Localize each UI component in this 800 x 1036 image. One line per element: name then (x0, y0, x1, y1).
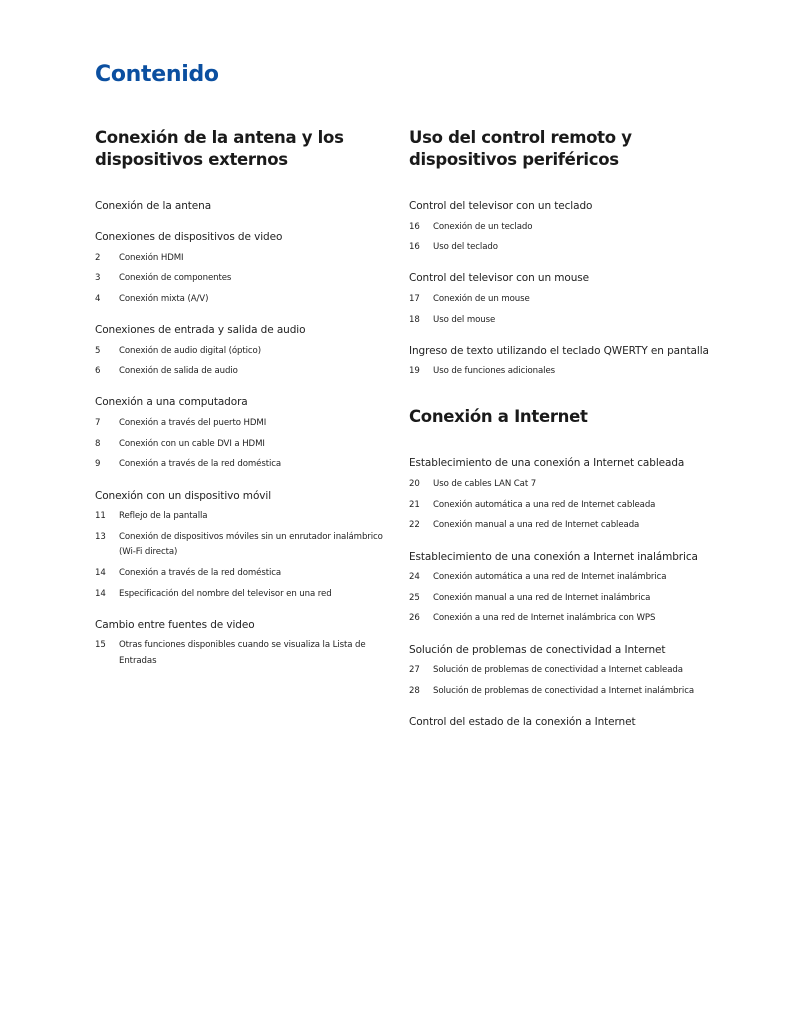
section-link[interactable]: Solución de problemas de conectividad a Internet (409, 643, 666, 656)
entry-title: Conexión a través de la red doméstica (119, 459, 282, 470)
section-link[interactable]: Control del estado de la conexión a Internet (409, 715, 636, 728)
section-link[interactable]: Establecimiento de una conexión a Internet inalámbrica (409, 550, 698, 563)
toc-entry[interactable] (409, 362, 719, 383)
toc-entry[interactable] (95, 269, 395, 290)
entry-title: Conexión a través de la red doméstica (119, 567, 282, 578)
entry-title: Conexión de audio digital (óptico) (119, 345, 261, 356)
toc-entry[interactable] (409, 289, 719, 310)
entry-title: Conexión a una red de Internet inalámbrica con WPS (433, 613, 656, 624)
page-number: 8 (95, 438, 101, 449)
entry-title: Otras funciones disponibles cuando se visualiza la Lista de Entradas (119, 640, 366, 666)
toc-section (409, 199, 719, 258)
page-number: 14 (95, 567, 106, 578)
toc-section (95, 223, 395, 310)
toc-section (95, 316, 395, 382)
toc-section (409, 456, 719, 536)
toc-section (409, 636, 719, 702)
toc-section (95, 611, 395, 672)
entry-title: Especificación del nombre del televisor en una red (119, 588, 332, 599)
entry-title: Conexión automática a una red de Internet cableada (433, 499, 656, 510)
entry-title: Uso de cables LAN Cat 7 (433, 479, 537, 490)
entry-title: Solución de problemas de conectividad a Internet inalámbrica (433, 685, 695, 696)
toc-entry[interactable] (409, 609, 719, 630)
page-number: 5 (95, 345, 101, 356)
entry-title: Conexión de componentes (119, 273, 232, 284)
toc-entry[interactable] (95, 636, 395, 672)
section-link[interactable]: Cambio entre fuentes de video (95, 618, 255, 631)
page-number: 24 (409, 572, 420, 583)
entry-title: Conexión mixta (A/V) (119, 293, 209, 304)
toc-entry[interactable] (409, 474, 719, 495)
toc-entry[interactable] (409, 568, 719, 589)
page-number: 20 (409, 479, 420, 490)
chapter-heading[interactable]: Conexión a Internet (409, 407, 588, 427)
toc-entry[interactable] (409, 217, 719, 238)
toc-entry[interactable] (95, 527, 395, 563)
chapter-heading[interactable]: Conexión de la antena y los dispositivos externos (95, 128, 344, 169)
toc-section (409, 337, 719, 383)
toc-section (95, 388, 395, 475)
entry-title: Conexión de salida de audio (119, 366, 238, 377)
entry-title: Conexión manual a una red de Internet cableada (433, 520, 640, 531)
section-link[interactable]: Conexiones de entrada y salida de audio (95, 324, 306, 337)
page-number: 6 (95, 366, 101, 377)
page-number: 16 (409, 221, 420, 232)
toc-entry[interactable] (95, 563, 395, 584)
page-number: 21 (409, 499, 420, 510)
page-number: 13 (95, 531, 106, 542)
section-link[interactable]: Ingreso de texto utilizando el teclado QWERTY en pantalla (409, 344, 709, 357)
section-link[interactable]: Conexión a una computadora (95, 396, 248, 409)
page-number: 2 (95, 252, 101, 263)
page-number: 11 (95, 511, 106, 522)
toc-entry[interactable] (95, 455, 395, 476)
section-link[interactable]: Establecimiento de una conexión a Internet cableada (409, 457, 685, 470)
toc-entry[interactable] (95, 507, 395, 528)
page-number: 3 (95, 273, 101, 284)
section-link[interactable]: Control del televisor con un mouse (409, 272, 589, 285)
entry-title: Conexión de dispositivos móviles sin un enrutador inalámbrico (Wi-Fi directa) (119, 531, 383, 558)
toc-section (409, 708, 719, 733)
toc-entry[interactable] (95, 362, 395, 383)
entry-title: Conexión de un teclado (433, 221, 533, 232)
page-number: 26 (409, 613, 420, 624)
entry-title: Uso de funciones adicionales (433, 366, 556, 377)
page-number: 18 (409, 314, 420, 325)
page-title: Contenido (95, 62, 219, 87)
entry-title: Conexión de un mouse (433, 293, 530, 304)
page-number: 19 (409, 366, 420, 377)
page-number: 17 (409, 293, 420, 304)
toc-entry[interactable] (95, 434, 395, 455)
toc-entry[interactable] (409, 661, 719, 682)
toc-entry[interactable] (95, 584, 395, 605)
page-number: 14 (95, 588, 106, 599)
page-number: 7 (95, 418, 101, 429)
toc-entry[interactable] (95, 248, 395, 269)
section-link[interactable]: Conexión con un dispositivo móvil (95, 489, 272, 502)
page-number: 22 (409, 520, 420, 531)
toc-entry[interactable] (409, 516, 719, 537)
page-number: 16 (409, 242, 420, 253)
toc-section (95, 199, 395, 217)
toc-entry[interactable] (409, 310, 719, 331)
page-number: 25 (409, 592, 420, 603)
toc-entry[interactable] (95, 341, 395, 362)
entry-title: Conexión manual a una red de Internet inalámbrica (433, 592, 651, 603)
entry-title: Conexión con un cable DVI a HDMI (119, 438, 265, 449)
page-number: 15 (95, 640, 106, 651)
entry-title: Uso del teclado (433, 242, 498, 253)
page-number: 28 (409, 685, 420, 696)
entry-title: Conexión a través del puerto HDMI (119, 418, 267, 429)
entry-title: Reflejo de la pantalla (119, 511, 208, 522)
toc-section (409, 264, 719, 330)
section-link[interactable]: Conexión de la antena (95, 200, 212, 212)
page-number: 9 (95, 459, 101, 470)
toc-column-left (95, 127, 395, 678)
toc-entry[interactable] (409, 588, 719, 609)
toc-entry[interactable] (95, 289, 395, 310)
section-link[interactable]: Conexiones de dispositivos de video (95, 231, 283, 243)
toc-column-right (409, 127, 719, 739)
page-number: 4 (95, 293, 101, 304)
section-link[interactable]: Control del televisor con un teclado (409, 200, 593, 212)
entry-title: Conexión HDMI (119, 252, 184, 263)
entry-title: Solución de problemas de conectividad a Internet cableada (433, 665, 683, 676)
toc-entry[interactable] (409, 238, 719, 259)
toc-section (409, 543, 719, 630)
toc-section (95, 482, 395, 605)
entry-title: Conexión automática a una red de Internet inalámbrica (433, 572, 667, 583)
entry-title: Uso del mouse (433, 314, 496, 325)
toc-entry[interactable] (409, 681, 719, 702)
toc-entry[interactable] (95, 413, 395, 434)
chapter-heading[interactable]: Uso del control remoto y dispositivos periféricos (409, 128, 632, 169)
page-number: 27 (409, 665, 420, 676)
toc-entry[interactable] (409, 495, 719, 516)
